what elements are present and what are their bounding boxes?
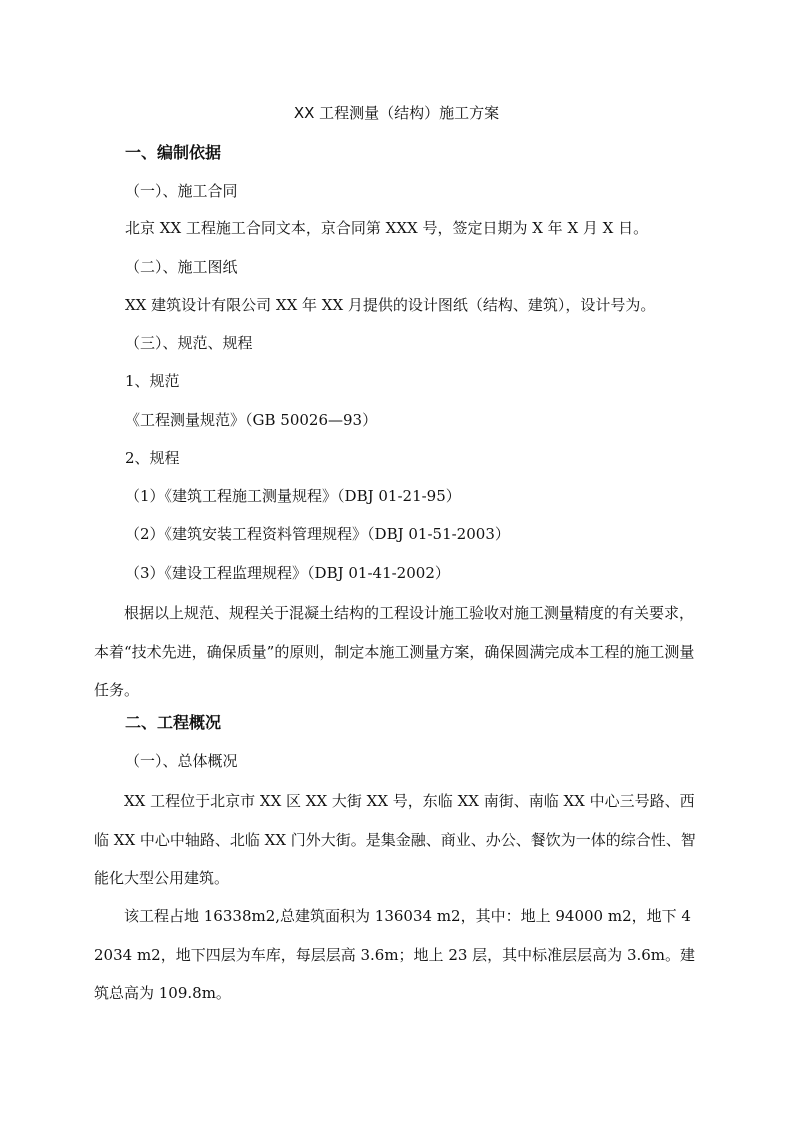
section-heading-basis: 一、编制依据 bbox=[125, 143, 222, 162]
overview-paragraph-location: XX 工程位于北京市 XX 区 XX 大街 XX 号，东临 XX 南街、南临 XX 中心三号路、西临 XX 中心中轴路、北临 XX 门外大街。是集金融、商业、办公、餐饮为一体的综合性、智能化大型公用建筑。 bbox=[94, 792, 696, 887]
overview-paragraph-area: 该工程占地 16338m2,总建筑面积为 136034 m2，其中：地上 94000 m2，地下 42034 m2，地下四层为车库，每层层高 3.6m；地上 23 层，其中标准层层高为 3.6m。建筑总高为 109.8m。 bbox=[94, 907, 696, 1002]
standards-item-1: 1、规范 bbox=[125, 372, 180, 390]
standards-item-1-text: 《工程测量规范》（GB 50026—93） bbox=[125, 411, 378, 429]
standards-item-2: 2、规程 bbox=[125, 449, 180, 467]
subsection-contract: （一）、施工合同 bbox=[125, 182, 238, 200]
document-title: XX 工程测量（结构）施工方案 bbox=[293, 104, 500, 122]
regulation-2: （2）《建筑安装工程资料管理规程》（DBJ 01-51-2003） bbox=[125, 525, 510, 543]
contract-text: 北京 XX 工程施工合同文本，京合同第 XXX 号，签定日期为 X 年 X 月 X 日。 bbox=[125, 219, 649, 237]
subsection-standards: （三）、规范、规程 bbox=[125, 334, 253, 352]
regulation-1: （1）《建筑工程施工测量规程》（DBJ 01-21-95） bbox=[125, 487, 461, 505]
regulation-3: （3）《建设工程监理规程》（DBJ 01-41-2002） bbox=[125, 564, 450, 582]
basis-summary-paragraph: 根据以上规范、规程关于混凝土结构的工程设计施工验收对施工测量精度的有关要求，本着“技术先进，确保质量”的原则，制定本施工测量方案，确保圆满完成本工程的施工测量任务。 bbox=[94, 604, 695, 699]
subsection-drawings: （二）、施工图纸 bbox=[125, 258, 238, 276]
drawings-text: XX 建筑设计有限公司 XX 年 XX 月提供的设计图纸（结构、建筑），设计号为。 bbox=[125, 296, 656, 314]
section-heading-overview: 二、工程概况 bbox=[125, 713, 222, 732]
subsection-general-overview: （一）、总体概况 bbox=[125, 752, 238, 770]
